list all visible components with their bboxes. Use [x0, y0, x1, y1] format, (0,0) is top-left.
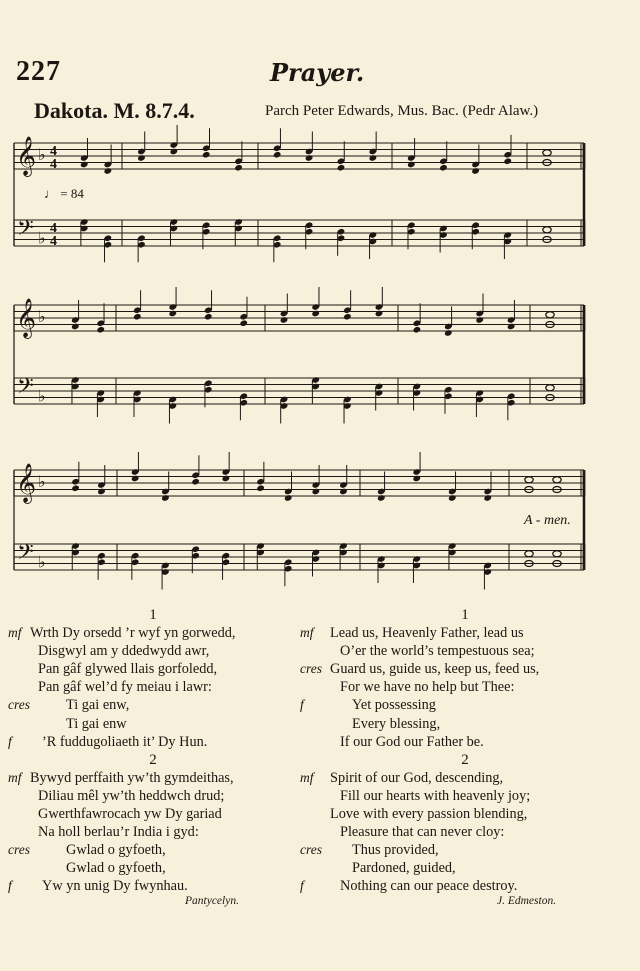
- note-head: [239, 319, 248, 327]
- lyric-text: Yw yn unig Dy fwynhau.: [42, 878, 188, 895]
- verse-line: [300, 805, 630, 823]
- note-head: [507, 323, 516, 331]
- note-head: [104, 167, 113, 175]
- half-note: [525, 551, 533, 557]
- flat-icon: ♭: [38, 552, 46, 572]
- note-head: [97, 488, 106, 496]
- dynamic-marking: mf: [300, 625, 314, 641]
- welsh-author: Pantycelyn.: [185, 895, 239, 907]
- verse-line: [300, 678, 630, 696]
- treble-clef-icon: 𝄞: [16, 136, 37, 176]
- hymn-title: Prayer.: [270, 58, 365, 87]
- verse-line: [8, 823, 298, 841]
- verse-number: 1: [149, 607, 157, 623]
- lyric-text: Pan gâf wel’d fy meiau i lawr:: [38, 679, 212, 696]
- verse-line: [300, 642, 630, 660]
- verse-line: [8, 696, 298, 714]
- note-head: [80, 161, 89, 169]
- note-head: [273, 151, 282, 159]
- lyric-text: Gwerthfawrocach yw Dy gariad: [38, 806, 222, 823]
- note-head: [343, 313, 352, 321]
- lyric-text: Guard us, guide us, keep us, feed us,: [330, 661, 540, 678]
- half-note: [553, 477, 561, 483]
- verse-line: [8, 678, 298, 696]
- verse-line: [8, 787, 298, 805]
- treble-clef-icon: 𝄞: [16, 463, 37, 503]
- dynamic-marking: mf: [8, 625, 22, 641]
- lyric-text: Love with every passion blending,: [330, 806, 528, 823]
- verse-line: [300, 787, 630, 805]
- note-head: [202, 151, 211, 159]
- lyric-text: Nothing can our peace destroy.: [340, 878, 518, 895]
- tune-name: Dakota. M. 8.7.4.: [34, 98, 195, 123]
- verse-number: 2: [461, 751, 469, 768]
- lyric-text: ’R fuddugoliaeth it’ Dy Hun.: [42, 733, 208, 750]
- note-head: [284, 494, 293, 502]
- note-head: [133, 313, 142, 321]
- note-head: [71, 323, 80, 331]
- lyric-text: For we have no help but Thee:: [340, 679, 515, 696]
- flat-icon: ♭: [38, 307, 46, 326]
- dynamic-marking: mf: [300, 769, 314, 785]
- note-head: [204, 313, 213, 321]
- treble-clef-icon: 𝄞: [16, 298, 37, 338]
- verse-line: [8, 642, 298, 660]
- lyric-text: Yet possessing: [352, 697, 436, 714]
- note-head: [312, 488, 321, 496]
- verse-line: [8, 841, 298, 859]
- verse-line: [8, 660, 298, 678]
- note-head: [439, 164, 448, 172]
- lyric-text: Pardoned, guided,: [352, 860, 456, 877]
- note-head: [407, 161, 416, 169]
- note-head: [96, 326, 105, 334]
- verse-line: [300, 624, 630, 642]
- verse-number: 1: [461, 607, 469, 623]
- note-head: [448, 494, 457, 502]
- bass-clef-icon: 𝄢: [17, 216, 34, 246]
- half-note: [546, 385, 554, 391]
- verse-line: [300, 769, 630, 787]
- note-head: [471, 167, 480, 175]
- flat-icon: ♭: [38, 145, 46, 164]
- lyric-text: Fill our hearts with heavenly joy;: [340, 787, 531, 804]
- bass-clef-icon: 𝄢: [17, 374, 34, 404]
- note-head: [280, 316, 289, 324]
- time-signature: 4: [50, 234, 57, 249]
- verse-line: [300, 733, 630, 751]
- lyric-text: Spirit of our God, descending,: [330, 769, 504, 786]
- flat-icon: ♭: [38, 228, 46, 248]
- verse-line: [8, 769, 298, 787]
- time-signature: 4: [50, 157, 57, 172]
- verse-line: [300, 715, 630, 733]
- note-head: [375, 310, 384, 318]
- lyric-text: Ti gai enw: [66, 715, 127, 732]
- tempo-marking: ♩ = 84: [44, 186, 84, 201]
- flat-icon: ♭: [38, 386, 46, 406]
- half-note: [546, 312, 554, 318]
- note-head: [305, 154, 314, 162]
- verse-line: [8, 624, 298, 642]
- verse-line: [8, 733, 298, 751]
- verse-line: [8, 877, 298, 895]
- note-head: [161, 494, 170, 502]
- dynamic-marking: f: [300, 697, 304, 713]
- dynamic-marking: cres: [8, 842, 30, 858]
- note-head: [234, 164, 243, 172]
- verse-line: [300, 660, 630, 678]
- lyric-text: If our God our Father be.: [340, 733, 484, 750]
- english-author: J. Edmeston.: [497, 895, 557, 907]
- half-note: [553, 551, 561, 557]
- verse-line: [8, 805, 298, 823]
- lyric-text: Lead us, Heavenly Father, lead us: [330, 625, 524, 642]
- verse-line: [300, 841, 630, 859]
- lyric-text: Disgwyl am y ddedwydd awr,: [38, 643, 210, 660]
- verse-line: [8, 859, 298, 877]
- dynamic-marking: cres: [300, 661, 322, 677]
- english-text: [300, 606, 630, 896]
- lyric-text: Na holl berlau’r India i gyd:: [38, 824, 199, 841]
- verse-line: [8, 715, 298, 733]
- note-head: [475, 316, 484, 324]
- half-note: [543, 227, 551, 233]
- lyric-text: Pleasure that can never cloy:: [340, 824, 505, 841]
- note-head: [369, 154, 378, 162]
- note-head: [137, 154, 146, 162]
- amen-lyric: A - men.: [524, 513, 571, 528]
- verse-line: [300, 877, 630, 895]
- dynamic-marking: f: [8, 878, 12, 894]
- lyric-text: Diliau mêl yw’th heddwch drud;: [38, 787, 225, 804]
- dynamic-marking: cres: [300, 842, 322, 858]
- hymn-number: 227: [16, 56, 61, 87]
- dynamic-marking: mf: [8, 769, 22, 785]
- note-head: [168, 310, 177, 318]
- verse-line: [300, 823, 630, 841]
- verse-line: [300, 859, 630, 877]
- composer-credit: Parch Peter Edwards, Mus. Bac. (Pedr Alaw.): [265, 103, 539, 119]
- half-note: [525, 477, 533, 483]
- flat-icon: ♭: [38, 472, 46, 491]
- dynamic-marking: f: [300, 878, 304, 894]
- note-head: [131, 475, 140, 483]
- note-head: [503, 157, 512, 165]
- lyric-text: Every blessing,: [352, 715, 441, 732]
- dynamic-marking: cres: [8, 697, 30, 713]
- lyric-text: Pan gâf glywed llais gorfoledd,: [38, 661, 218, 678]
- note-head: [256, 484, 265, 492]
- time-signature: 4: [50, 221, 57, 236]
- note-head: [377, 494, 386, 502]
- lyric-text: Thus provided,: [352, 842, 439, 859]
- bass-clef-icon: 𝄢: [17, 540, 34, 570]
- note-head: [337, 164, 346, 172]
- note-head: [170, 148, 179, 156]
- verse-line: [300, 696, 630, 714]
- lyric-text: O’er the world’s tempestuous sea;: [340, 643, 535, 660]
- lyric-text: Gwlad o gyfoeth,: [66, 860, 166, 877]
- welsh-text: [8, 606, 298, 896]
- lyric-text: Ti gai enw,: [66, 697, 130, 714]
- note-head: [222, 475, 231, 483]
- dynamic-marking: f: [8, 733, 12, 749]
- note-head: [483, 494, 492, 502]
- note-head: [71, 484, 80, 492]
- note-head: [339, 488, 348, 496]
- lyric-text: Wrth Dy orsedd ’r wyf yn gorwedd,: [30, 625, 236, 642]
- note-head: [444, 329, 453, 337]
- note-head: [311, 310, 320, 318]
- verse-number: 2: [149, 751, 157, 768]
- time-signature: 4: [50, 144, 57, 159]
- note-head: [412, 475, 421, 483]
- note-head: [191, 478, 200, 486]
- lyric-text: Bywyd perffaith yw’th gymdeithas,: [30, 769, 234, 786]
- lyric-text: Gwlad o gyfoeth,: [66, 842, 166, 859]
- half-note: [543, 150, 551, 156]
- note-head: [413, 326, 422, 334]
